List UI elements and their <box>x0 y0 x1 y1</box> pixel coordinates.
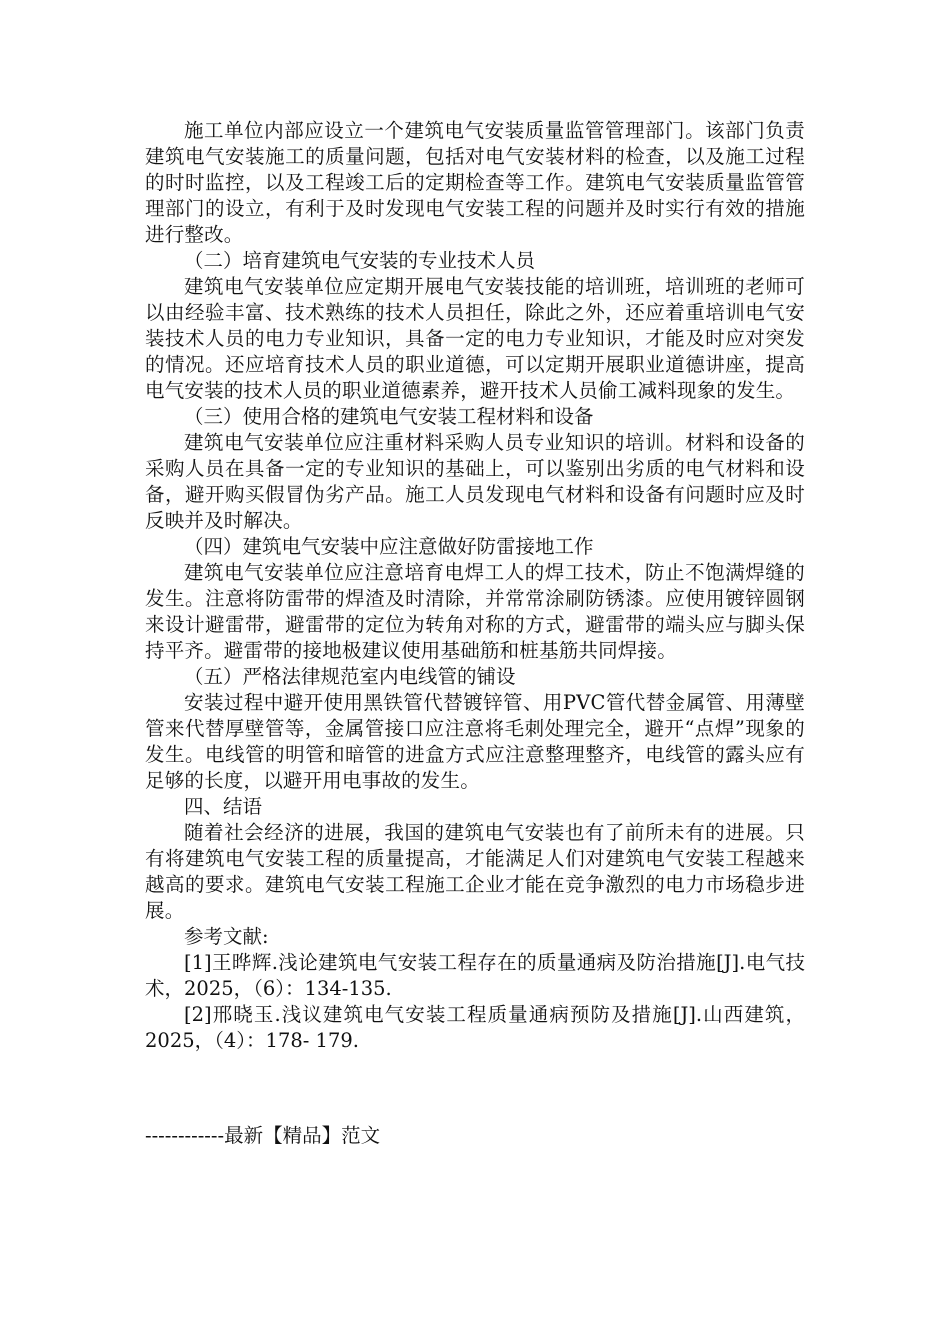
section-heading: （三）使用合格的建筑电气安装工程材料和设备 <box>184 405 594 428</box>
conclusion-heading: 四、结语 <box>184 795 263 818</box>
section-heading: （四）建筑电气安装中应注意做好防雷接地工作 <box>184 535 594 558</box>
body-paragraph: 建筑电气安装单位应注重材料采购人员专业知识的培训。材料和设备的采购人员在具备一定的专业知识的基础上，可以鉴别出劣质的电气材料和设备，避开购买假冒伪劣产品。施工人员发现电气材料和设备有问题时应及时反映并及时解决。 <box>145 431 805 532</box>
reference-item: [2]邢晓玉.浅议建筑电气安装工程质量通病预防及措施[J].山西建筑，2025，（4）：178- 179. <box>145 1003 805 1052</box>
body-paragraph: 施工单位内部应设立一个建筑电气安装质量监管管理部门。该部门负责建筑电气安装施工的质量问题，包括对电气安装材料的检查，以及施工过程的时时监控，以及工程竣工后的定期检查等工作。建筑电气安装质量监管管理部门的设立，有利于及时发现电气安装工程的问题并及时实行有效的措施进行整改。 <box>145 119 805 246</box>
document-body <box>145 118 805 1054</box>
reference-item: [1]王晔辉.浅论建筑电气安装工程存在的质量通病及防治措施[J].电气技术，2025，（6）：134-135. <box>145 951 805 1000</box>
body-paragraph: 建筑电气安装单位应注意培育电焊工人的焊工技术，防止不饱满焊缝的发生。注意将防雷带的焊渣及时清除，并常常涂刷防锈漆。应使用镀锌圆钢来设计避雷带，避雷带的定位为转角对称的方式，避雷带的端头应与脚头保持平齐。避雷带的接地极建议使用基础筋和桩基筋共同焊接。 <box>145 561 805 662</box>
section-heading: （五）严格法律规范室内电线管的铺设 <box>184 665 516 688</box>
section-heading: （二）培育建筑电气安装的专业技术人员 <box>184 249 536 272</box>
body-paragraph: 随着社会经济的进展，我国的建筑电气安装也有了前所未有的进展。只有将建筑电气安装工程的质量提高，才能满足人们对建筑电气安装工程越来越高的要求。建筑电气安装工程施工企业才能在竞争激烈的电力市场稳步进展。 <box>145 821 805 922</box>
references-heading: 参考文献: <box>184 925 269 948</box>
page-footer: ------------最新【精品】范文 <box>145 1124 381 1147</box>
body-paragraph: 安装过程中避开使用黑铁管代替镀锌管、用PVC管代替金属管、用薄壁管来代替厚壁管等，金属管接口应注意将毛刺处理完全，避开“点焊”现象的发生。电线管的明管和暗管的进盒方式应注意整理整齐，电线管的露头应有足够的长度，以避开用电事故的发生。 <box>145 691 805 792</box>
body-paragraph: 建筑电气安装单位应定期开展电气安装技能的培训班，培训班的老师可以由经验丰富、技术熟练的技术人员担任，除此之外，还应着重培训电气安装技术人员的电力专业知识，具备一定的电力专业知识，才能及时应对突发的情况。还应培育技术人员的职业道德，可以定期开展职业道德讲座，提高电气安装的技术人员的职业道德素养，避开技术人员偷工减料现象的发生。 <box>145 275 805 402</box>
